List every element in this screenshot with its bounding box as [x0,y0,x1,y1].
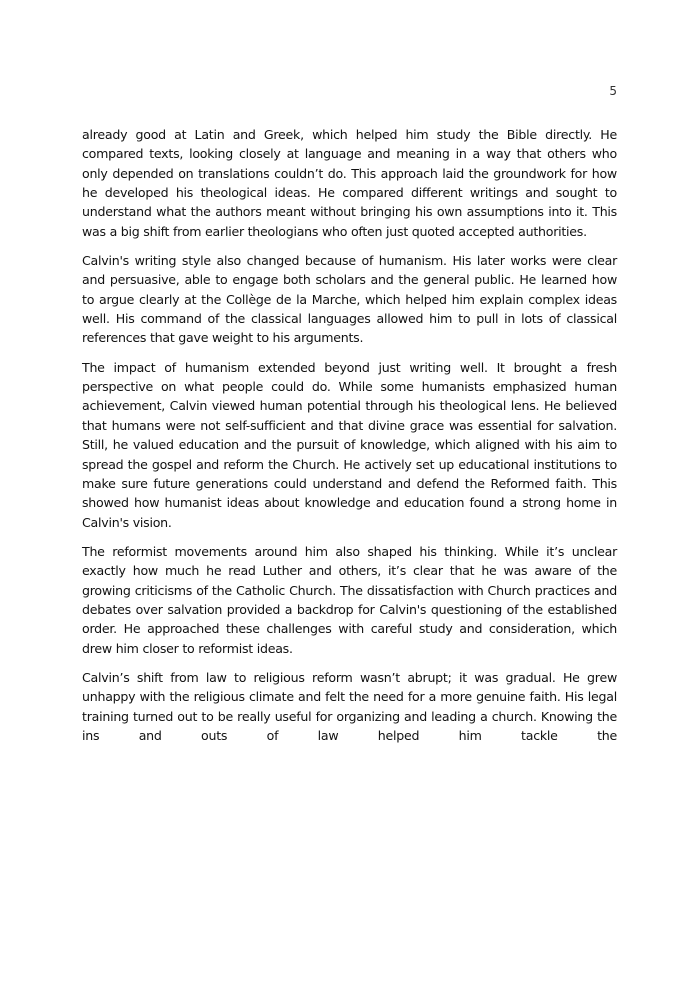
body-text [82,125,617,755]
paragraph: already good at Latin and Greek, which helped him study the Bible directly. He compared texts, looking closely at language and meaning in a way that others who only depended on translations couldn’t do. This approach laid the groundwork for how he developed his theological ideas. He compared different writings and sought to understand what the authors meant without bringing his own assumptions into it. This was a big shift from earlier theologians who often just quoted accepted authorities. [82,127,617,239]
paragraph: Calvin's writing style also changed because of humanism. His later works were clear and persuasive, able to engage both scholars and the general public. He learned how to argue clearly at the Collège de la Marche, which helped him explain complex ideas well. His command of the classical languages allowed him to pull in lots of classical references that gave weight to his arguments. [82,253,617,346]
paragraph: The impact of humanism extended beyond just writing well. It brought a fresh perspective on what people could do. While some humanists emphasized human achievement, Calvin viewed human potential through his theological lens. He believed that humans were not self-sufficient and that divine grace was essential for salvation. Still, he valued education and the pursuit of knowledge, which aligned with his aim to spread the gospel and reform the Church. He actively set up educational institutions to make sure future generations could understand and defend the Reformed faith. This showed how humanist ideas about knowledge and education found a strong home in Calvin's vision. [82,359,617,530]
paragraph: Calvin’s shift from law to religious reform wasn’t abrupt; it was gradual. He grew unhappy with the religious climate and felt the need for a more genuine faith. His legal training turned out to be really useful for organizing and leading a church. Knowing the ins and outs of law helped him tackle the [82,669,617,743]
paragraph: The reformist movements around him also shaped his thinking. While it’s unclear exactly how much he read Luther and others, it’s clear that he was aware of the growing criticisms of the Catholic Church. The dissatisfaction with Church practices and debates over salvation provided a backdrop for Calvin's questioning of the established order. He approached these challenges with careful study and consideration, which drew him closer to reformist ideas. [82,543,617,656]
page-number: 5 [609,84,617,98]
